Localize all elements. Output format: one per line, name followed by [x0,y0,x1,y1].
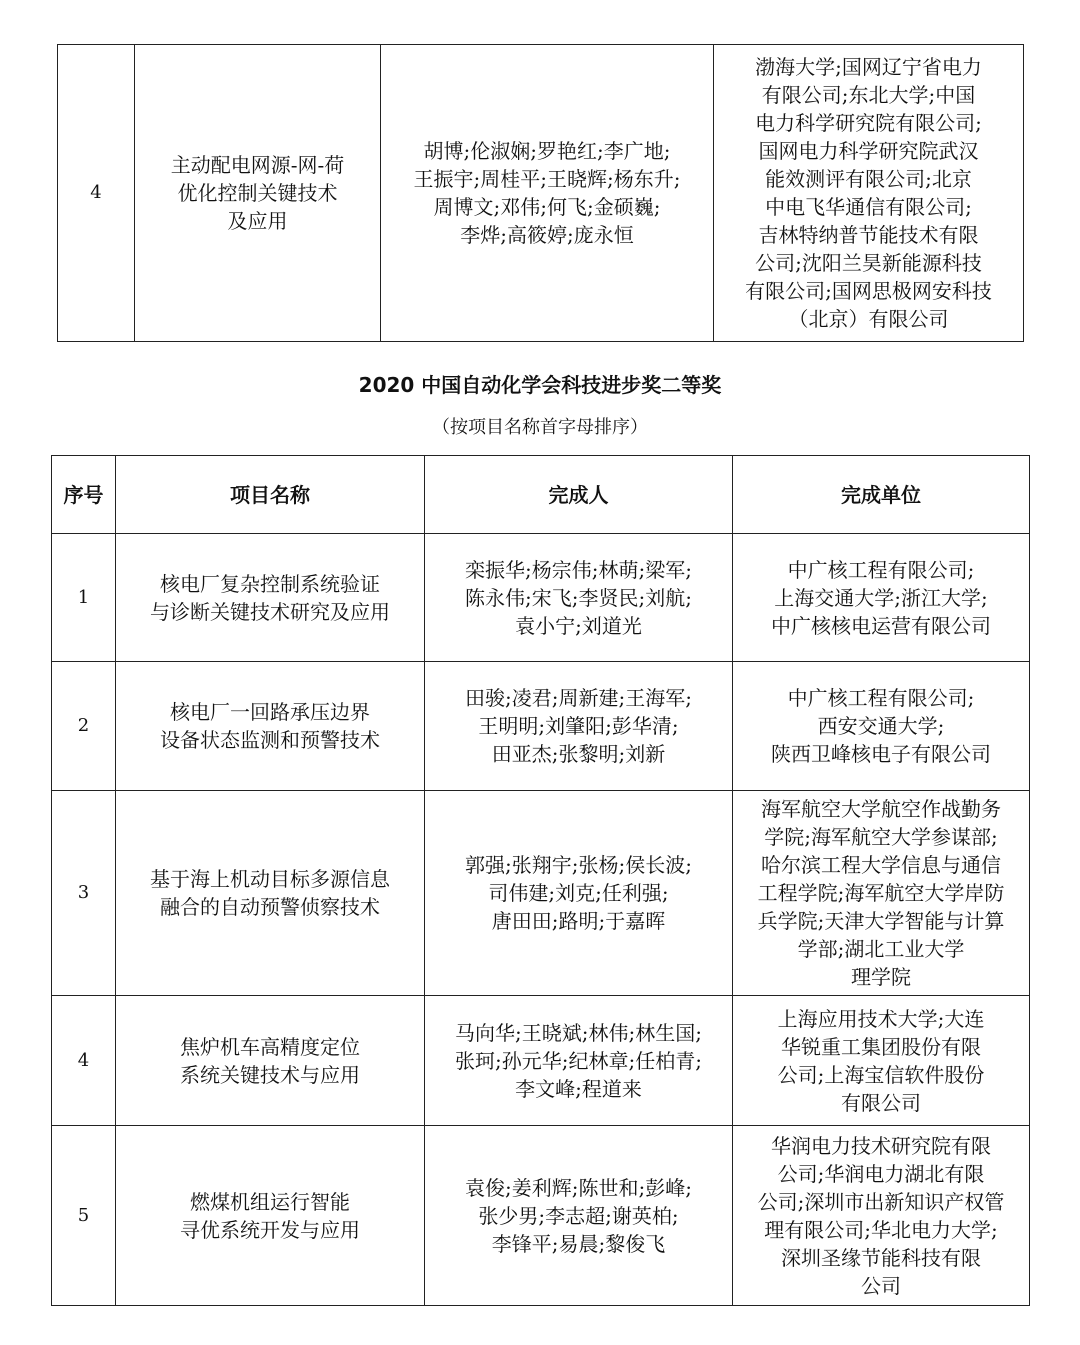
row-index: 4 [52,996,116,1126]
contributors: 栾振华;杨宗伟;林萌;梁军; 陈永伟;宋飞;李贤民;刘航; 袁小宁;刘道光 [425,534,733,662]
award-table [51,455,1030,1306]
row-index: 1 [52,534,116,662]
row-index: 3 [52,791,116,996]
table-header-row [52,456,1030,534]
contributors: 田骏;凌君;周新建;王海军; 王明明;刘肇阳;彭华清; 田亚杰;张黎明;刘新 [425,662,733,791]
project-name: 燃煤机组运行智能 寻优系统开发与应用 [116,1126,425,1306]
institutions: 中广核工程有限公司; 上海交通大学;浙江大学; 中广核核电运营有限公司 [733,534,1030,662]
contributors: 胡博;伦淑娴;罗艳红;李广地; 王振宇;周桂平;王晓辉;杨东升; 周博文;邓伟;何飞;金硕巍; 李烨;高筱婷;庞永恒 [381,45,714,342]
table-row [52,1126,1030,1306]
table-row [52,534,1030,662]
row-index: 2 [52,662,116,791]
header-units: 完成单位 [733,456,1030,534]
institutions: 上海应用技术大学;大连 华锐重工集团股份有限 公司;上海宝信软件股份 有限公司 [733,996,1030,1126]
contributors: 马向华;王晓斌;林伟;林生国; 张珂;孙元华;纪林章;任柏青; 李文峰;程道来 [425,996,733,1126]
table-row [52,996,1030,1126]
table-row [52,662,1030,791]
project-name: 核电厂复杂控制系统验证 与诊断关键技术研究及应用 [116,534,425,662]
project-name: 核电厂一回路承压边界 设备状态监测和预警技术 [116,662,425,791]
section-subtitle: （按项目名称首字母排序） [432,417,648,438]
section-title: 2020 中国自动化学会科技进步奖二等奖 [358,373,722,397]
table-row [52,791,1030,996]
contributors: 袁俊;姜利辉;陈世和;彭峰; 张少男;李志超;谢英柏; 李锋平;易晨;黎俊飞 [425,1126,733,1306]
institutions: 海军航空大学航空作战勤务 学院;海军航空大学参谋部; 哈尔滨工程大学信息与通信 工程学院;海军航空大学岸防 兵学院;天津大学智能与计算 学部;湖北工业大学 理学院 [733,791,1030,996]
header-project: 项目名称 [116,456,425,534]
institutions: 中广核工程有限公司; 西安交通大学; 陕西卫峰核电子有限公司 [733,662,1030,791]
project-name: 主动配电网源-网-荷 优化控制关键技术 及应用 [135,45,381,342]
row-index: 5 [52,1126,116,1306]
header-people: 完成人 [425,456,733,534]
institutions: 渤海大学;国网辽宁省电力 有限公司;东北大学;中国 电力科学研究院有限公司; 国网电力科学研究院武汉 能效测评有限公司;北京 中电飞华通信有限公司; 吉林特纳普节能技术有限 公司;沈阳兰昊新能源科技 有限公司;国网思极网安科技 （北京）有限公司 [714,45,1024,342]
header-index: 序号 [52,456,116,534]
award-table-continued [57,44,1024,342]
table-row [58,45,1024,342]
contributors: 郭强;张翔宇;张杨;侯长波; 司伟建;刘克;任利强; 唐田田;路明;于嘉晖 [425,791,733,996]
row-index: 4 [58,45,135,342]
institutions: 华润电力技术研究院有限 公司;华润电力湖北有限 公司;深圳市出新知识产权管 理有限公司;华北电力大学; 深圳圣缘节能科技有限 公司 [733,1126,1030,1306]
project-name: 焦炉机车高精度定位 系统关键技术与应用 [116,996,425,1126]
project-name: 基于海上机动目标多源信息 融合的自动预警侦察技术 [116,791,425,996]
